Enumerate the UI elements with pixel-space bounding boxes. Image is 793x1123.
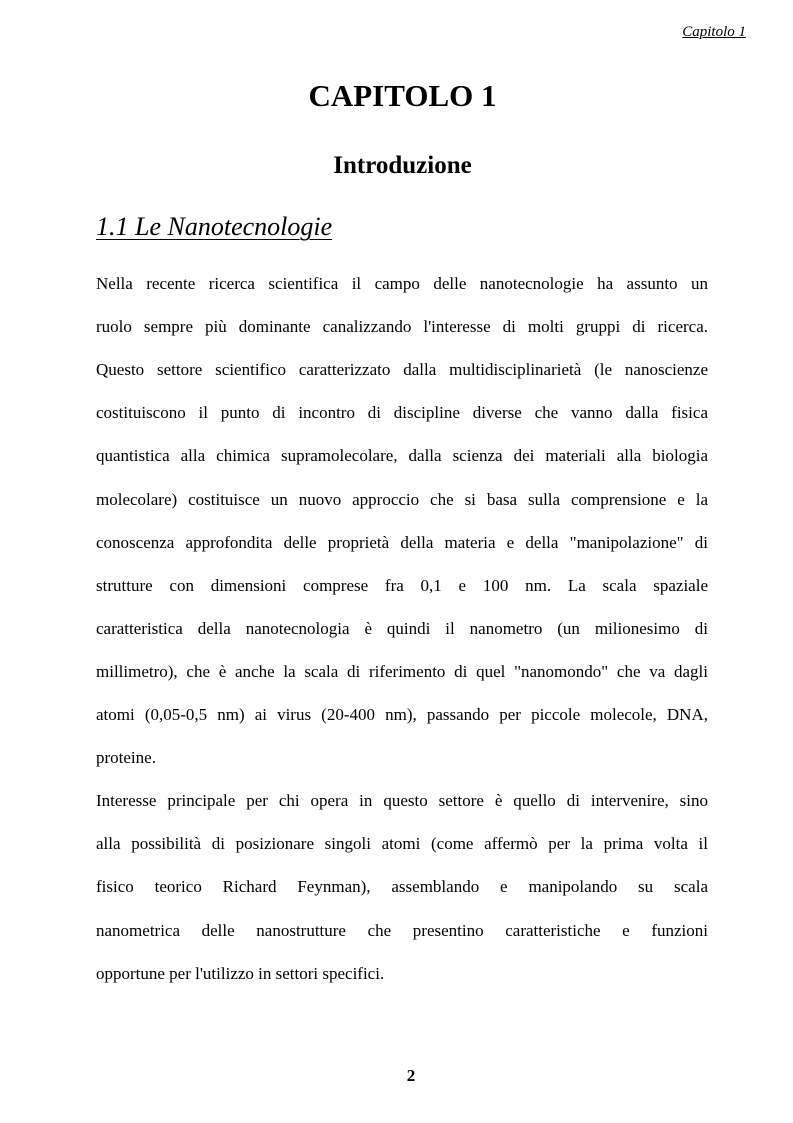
page-number: 2 [406, 1066, 416, 1085]
paragraph-1-line: atomi (0,05-0,5 nm) ai virus (20-400 nm), passando per piccole molecole, DNA, [96, 705, 708, 724]
paragraph-1-line: Questo settore scientifico caratterizzato dalla multidisciplinarietà (le nanoscienze [96, 360, 708, 379]
paragraph-1-line: proteine. [96, 748, 156, 767]
section-heading: 1.1 Le Nanotecnologie [96, 212, 333, 241]
chapter-title: CAPITOLO 1 [308, 78, 497, 113]
paragraph-1-line: Nella recente ricerca scientifica il campo delle nanotecnologie ha assunto un [96, 274, 708, 293]
chapter-subtitle: Introduzione [333, 152, 472, 179]
paragraph-1-line: ruolo sempre più dominante canalizzando l'interesse di molti gruppi di ricerca. [96, 317, 708, 336]
paragraph-1-line: molecolare) costituisce un nuovo approccio che si basa sulla comprensione e la [96, 490, 708, 509]
paragraph-2-line: Interesse principale per chi opera in questo settore è quello di intervenire, sino [96, 791, 708, 810]
paragraph-2-line: alla possibilità di posizionare singoli atomi (come affermò per la prima volta il [96, 834, 708, 853]
paragraph-1-line: conoscenza approfondita delle proprietà della materia e della "manipolazione" di [96, 533, 708, 552]
paragraph-2-line: nanometrica delle nanostrutture che presentino caratteristiche e funzioni [96, 921, 708, 940]
paragraph-1-line: quantistica alla chimica supramolecolare, dalla scienza dei materiali alla biologia [96, 446, 708, 465]
running-header: Capitolo 1 [682, 24, 746, 40]
paragraph-2-line: fisico teorico Richard Feynman), assemblando e manipolando su scala [96, 877, 708, 896]
paragraph-1-line: millimetro), che è anche la scala di riferimento di quel "nanomondo" che va dagli [96, 662, 708, 681]
paragraph-1-line: caratteristica della nanotecnologia è quindi il nanometro (un milionesimo di [96, 619, 708, 638]
paragraph-2-line: opportune per l'utilizzo in settori specifici. [96, 964, 385, 983]
paragraph-1-line: costituiscono il punto di incontro di discipline diverse che vanno dalla fisica [96, 403, 708, 422]
paragraph-1-line: strutture con dimensioni comprese fra 0,1 e 100 nm. La scala spaziale [96, 576, 708, 595]
